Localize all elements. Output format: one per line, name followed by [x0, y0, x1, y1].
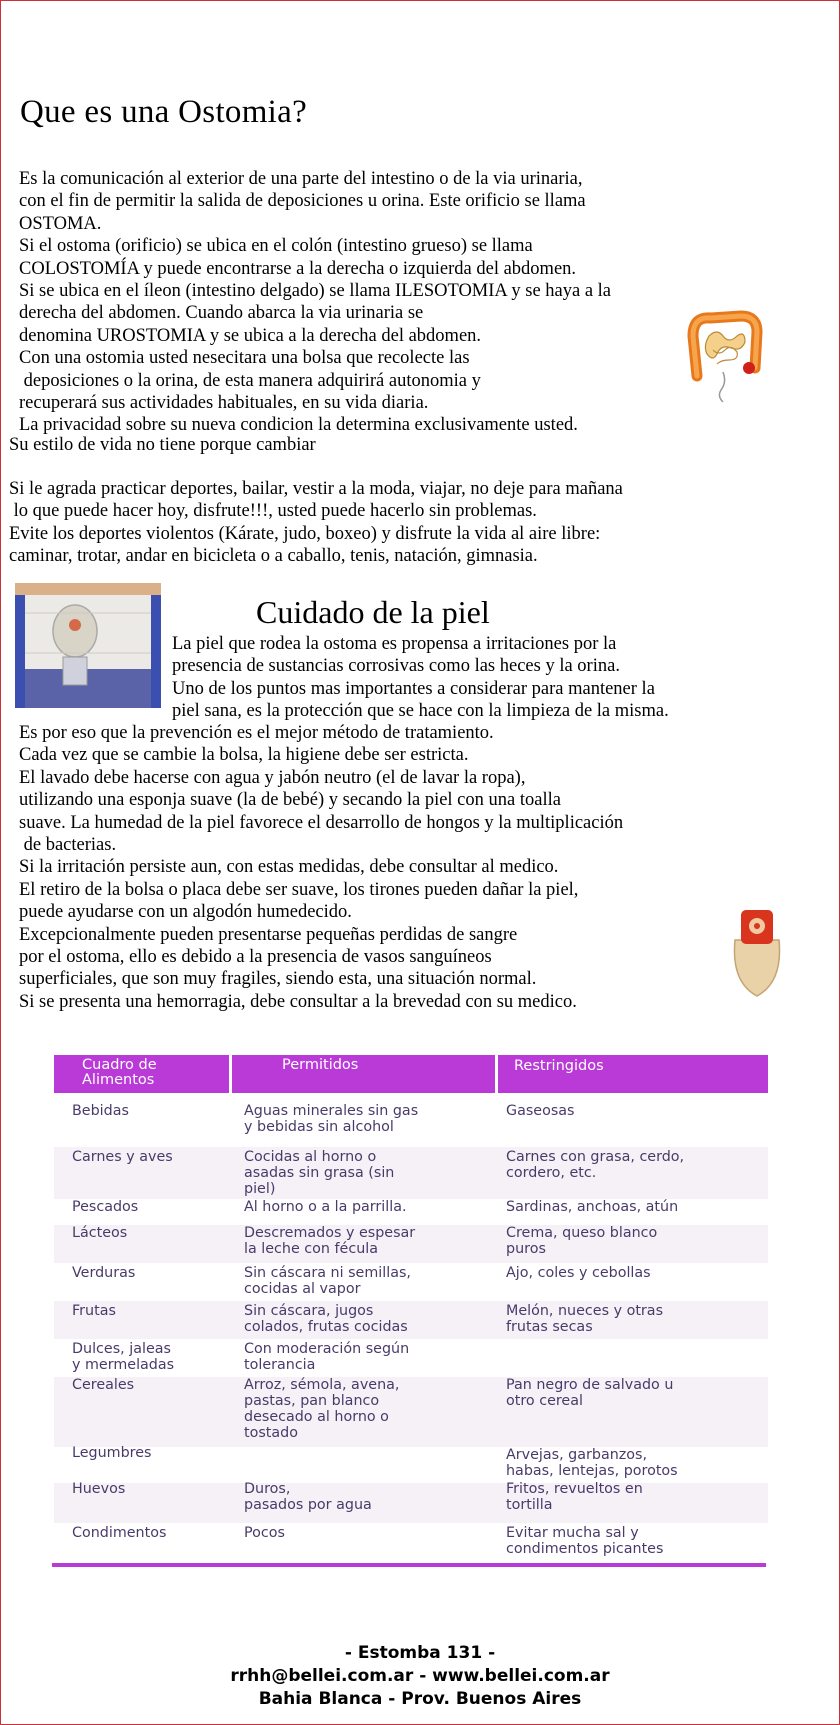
colon-illustration-icon	[683, 306, 765, 404]
table-row: Huevos Duros, pasados por agua Fritos, revueltos en tortilla	[54, 1483, 768, 1523]
table-row: Legumbres Arvejas, garbanzos, habas, lentejas, porotos	[72, 1445, 678, 1479]
table-row: Carnes y aves Cocidas al horno o asadas sin grasa (sin piel) Carnes con grasa, cerdo, cordero, etc.	[54, 1147, 768, 1199]
footer-city: Bahia Blanca - Prov. Buenos Aires	[258, 1689, 582, 1709]
footer-address: - Estomba 131 -	[344, 1643, 496, 1663]
header-category: Cuadro de Alimentos	[54, 1055, 229, 1093]
section-title-skin-care: Cuidado de la piel	[256, 594, 490, 630]
table-row: Verduras Sin cáscara ni semillas, cocidas al vapor Ajo, coles y cebollas	[72, 1265, 651, 1297]
lifestyle-text: Si le agrada practicar deportes, bailar, vestir a la moda, viajar, no deje para mañana lo que puede hacer hoy, disfrute!!!, usted puede hacerlo sin problemas. Evite los deportes violentos (Kárate, judo, boxeo) y disfrute la vida al aire libre: caminar, trotar, andar en bicicleta o a caballo, tenis, natación, gimnasia.	[9, 479, 623, 567]
table-row: Lácteos Descremados y espesar la leche con fécula Crema, queso blanco puros	[54, 1225, 768, 1263]
table-row: Dulces, jaleas y mermeladas Con moderación según tolerancia	[72, 1341, 410, 1373]
table-row: Condimentos Pocos Evitar mucha sal y condimentos picantes	[72, 1525, 664, 1557]
skin-care-intro-text: La piel que rodea la ostoma es propensa a irritaciones por la presencia de sustancias corrosivas como las heces y la orina. Uno de los puntos mas importantes a considerar para mantener la piel sana, es la protección que se hace con la limpieza de la misma.	[172, 634, 669, 722]
header-allowed: Permitidos	[232, 1055, 495, 1093]
header-restricted: Restringidos	[498, 1055, 768, 1093]
footer-contact: rrhh@bellei.com.ar - www.bellei.com.ar	[230, 1666, 610, 1686]
table-bottom-rule	[52, 1563, 766, 1567]
table-row: Pescados Al horno o a la parrilla. Sardinas, anchoas, atún	[72, 1199, 679, 1215]
footer	[0, 1642, 840, 1711]
ostomy-belt-photo-icon	[15, 583, 161, 708]
ostomy-definition-text: Es la comunicación al exterior de una parte del intestino o de la via urinaria, con el fin de permitir la salida de deposiciones u orina. Este orificio se llama OSTOMA. Si el ostoma (orificio) se ubica en el colón (intestino grueso) se llama COLOSTOMÍA y puede encontrarse a la derecha o izquierda del abdomen. Si se ubica en el íleon (intestino delgado) se llama ILESOTOMIA y se haya a la derecha del abdomen. Cuando abarca la via urinaria se denomina UROSTOMIA y se ubica a la derecha del abdomen. Con una ostomia usted nesecitara una bolsa que recolecte las deposiciones o la orina, de esta manera adquirirá autonomia y recuperará sus actividades habituales, en su vida diaria. La privacidad sobre su nueva condicion la determina exclusivamente usted.	[19, 169, 612, 436]
table-header	[54, 1055, 768, 1093]
ostomy-bag-illustration-icon	[727, 910, 787, 1000]
table-row: Cereales Arroz, sémola, avena, pastas, pan blanco desecado al horno o tostado Pan negro de salvado u otro cereal	[54, 1377, 768, 1447]
section-title-ostomy: Que es una Ostomia?	[20, 94, 308, 130]
lifestyle-heading: Su estilo de vida no tiene porque cambiar	[9, 435, 316, 455]
table-row: Frutas Sin cáscara, jugos colados, frutas cocidas Melón, nueces y otras frutas secas	[54, 1301, 768, 1339]
skin-care-text: Es por eso que la prevención es el mejor método de tratamiento. Cada vez que se cambie la bolsa, la higiene debe ser estricta. El lavado debe hacerse con agua y jabón neutro (el de lavar la ropa), utilizando una esponja suave (la de bebé) y secando la piel con una toalla suave. La humedad de la piel favorece el desarrollo de hongos y la multiplicación de bacterias. Si la irritación persiste aun, con estas medidas, debe consultar al medico. El retiro de la bolsa o placa debe ser suave, los tirones pueden dañar la piel, puede ayudarse con un algodón humedecido. Excepcionalmente pueden presentarse pequeñas perdidas de sangre por el ostoma, ello es debido a la presencia de vasos sanguíneos superficiales, que son muy fragiles, siendo esta, una situación normal. Si se presenta una hemorragia, debe consultar a la brevedad con su medico.	[19, 723, 624, 1012]
table-row: Bebidas Aguas minerales sin gas y bebidas sin alcohol Gaseosas	[72, 1103, 575, 1135]
food-table	[54, 1055, 768, 1557]
